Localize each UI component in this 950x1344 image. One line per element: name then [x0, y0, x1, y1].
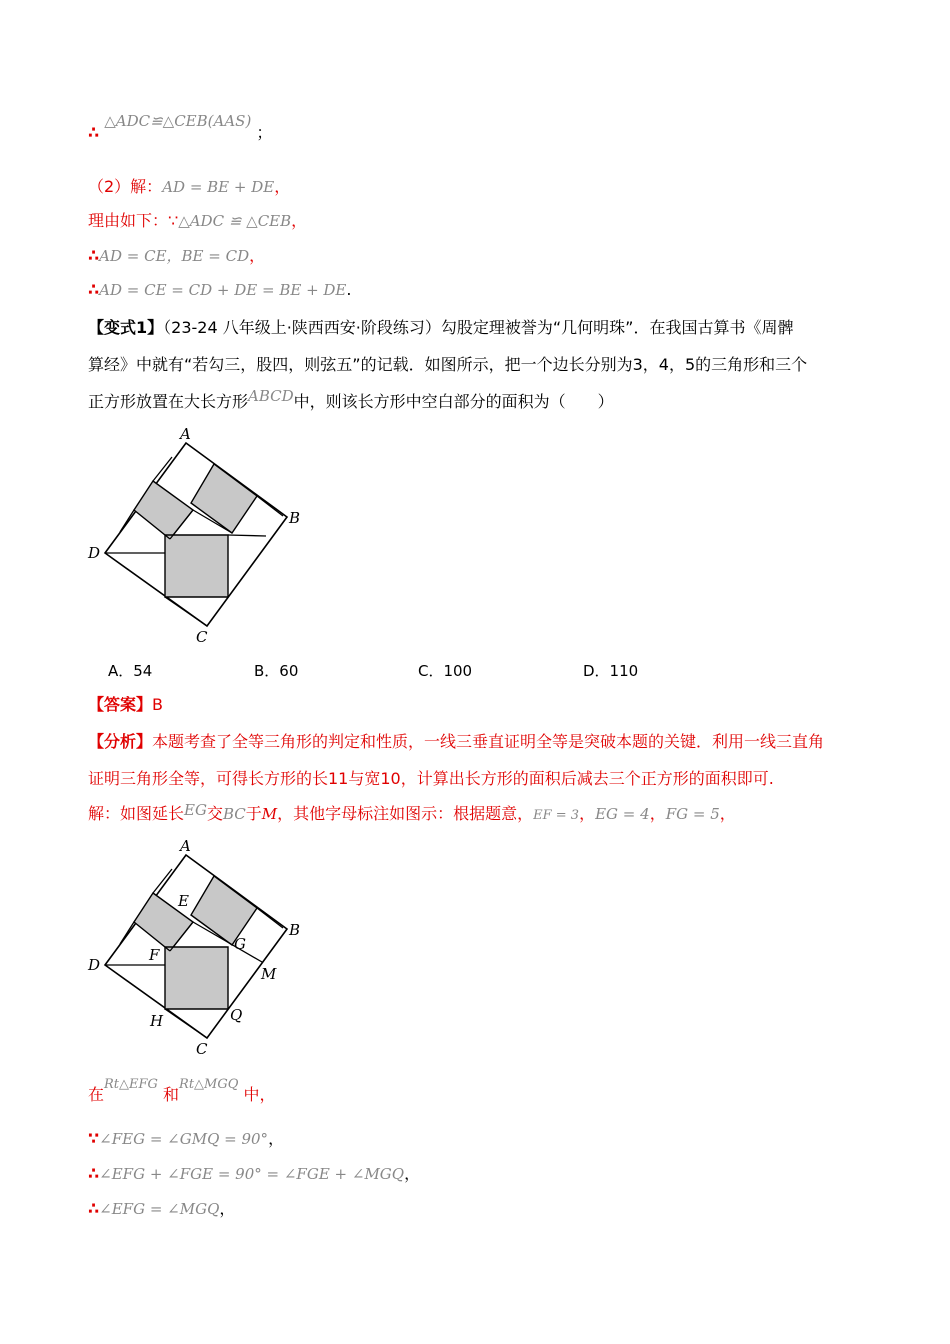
math-expression: ABCD: [248, 387, 294, 405]
solution-text: ，: [579, 804, 596, 823]
therefore-symbol: ∴: [88, 1164, 100, 1183]
vertex-label-c: C: [196, 1040, 208, 1058]
problem-text: （23-24 八年级上·陕西西安·阶段练习）勾股定理被誉为“几何明珠”．在我国古算书《周髀: [163, 318, 794, 337]
point-label-e: E: [178, 892, 189, 910]
figure-1: [80, 420, 320, 650]
proof-line-4: [88, 245, 265, 267]
guide-line: [257, 496, 283, 516]
solution-text: ，: [649, 804, 666, 823]
punctuation: ，: [249, 246, 266, 265]
vertex-label-c: C: [196, 628, 208, 646]
punctuation: ，: [291, 211, 308, 230]
solution-text: 于: [245, 804, 262, 823]
gray-square-bottom: [165, 947, 228, 1009]
proof-line-2: [88, 176, 290, 198]
solution-text: ，其他字母标注如图示：根据题意，: [277, 804, 534, 823]
problem-text: 正方形放置在大长方形: [88, 392, 249, 411]
punctuation: ，: [268, 1129, 285, 1148]
solution-text: 交: [206, 804, 223, 823]
math-expression: EG = 4: [595, 805, 650, 823]
guide-line: [153, 869, 172, 893]
solution-line-8: [88, 1163, 420, 1185]
guide-line: [257, 908, 283, 928]
math-expression: AD = CE = CD + DE = BE + DE: [99, 281, 347, 299]
gray-square-right: [191, 876, 257, 945]
solution-line-9: [88, 1198, 235, 1220]
math-expression: Rt△EFG: [104, 1077, 158, 1092]
solution-text: 在: [88, 1085, 105, 1104]
guide-line: [165, 597, 207, 626]
therefore-symbol: ∴: [88, 280, 100, 299]
answer-value: B: [152, 695, 163, 714]
analysis-line-1: [88, 731, 824, 753]
problem-text: 中，则该长方形中空白部分的面积为（ ）: [293, 392, 614, 411]
problem-text: 算经》中就有“若勾三，股四，则弦五”的记载．如图所示，把一个边长分别为3，4，5的三角形和三个: [88, 355, 808, 374]
point-label-m: M: [261, 965, 277, 983]
point-label-g: G: [234, 935, 246, 953]
problem-line-1: [88, 317, 793, 339]
math-expression: EF = 3: [533, 808, 580, 823]
because-symbol: ∵: [88, 1129, 100, 1148]
option-c: C．100: [418, 662, 473, 680]
math-expression: EG: [184, 801, 207, 819]
analysis-line-2: [88, 768, 774, 790]
math-expression: AD = CE，BE = CD: [99, 247, 250, 265]
punctuation: ；: [256, 123, 273, 142]
problem-line-3: [88, 387, 614, 413]
punctuation: .: [346, 280, 352, 299]
therefore-symbol: ∴: [88, 1199, 100, 1218]
point-label-q: Q: [230, 1006, 243, 1024]
option-b: B．60: [254, 662, 299, 680]
problem-tag: 【变式1】: [88, 318, 164, 337]
option-d: D．110: [583, 662, 639, 680]
answer-line: [88, 694, 163, 716]
vertex-label-a: A: [180, 425, 191, 443]
vertex-label-b: B: [289, 509, 301, 527]
math-expression: △ADC≌△CEB(AAS): [104, 112, 252, 130]
solution-text: 解：如图延长: [88, 804, 185, 823]
proof-line-3: [88, 210, 307, 232]
math-expression: Rt△MGQ: [179, 1077, 239, 1092]
punctuation: ，: [274, 177, 291, 196]
proof-line-1: [88, 112, 273, 144]
problem-line-2: [88, 354, 807, 376]
solution-line-7: [88, 1128, 284, 1150]
guide-line: [153, 457, 172, 481]
part-label: （2）解：: [88, 177, 163, 196]
math-expression: FG = 5: [665, 805, 720, 823]
guide-line: [120, 922, 134, 944]
point-m: M: [261, 805, 278, 823]
math-expression: ∠EFG = ∠MGQ: [99, 1200, 220, 1218]
solution-line: [88, 803, 736, 827]
guide-line: [120, 510, 134, 532]
punctuation: ，: [219, 1199, 236, 1218]
vertex-label-d: D: [88, 956, 101, 974]
solution-line-6: [88, 1077, 276, 1108]
solution-text: 和: [163, 1085, 180, 1104]
guide-line: [165, 1009, 207, 1038]
gray-square-left: [134, 481, 193, 539]
solution-text: 中，: [243, 1085, 276, 1104]
math-expression: ∠FEG = ∠GMQ = 90°: [99, 1130, 269, 1148]
analysis-tag: 【分析】: [88, 732, 153, 751]
answer-tag: 【答案】: [88, 695, 153, 714]
option-a: A．54: [108, 662, 153, 680]
therefore-symbol: ∴: [88, 123, 100, 142]
figure-2: [80, 832, 320, 1062]
analysis-text: 本题考查了全等三角形的判定和性质，一线三垂直证明全等是突破本题的关键．利用一线三直角: [152, 732, 825, 751]
vertex-label-a: A: [180, 837, 191, 855]
math-expression: △ADC ≌ △CEB: [178, 212, 292, 230]
gray-square-right: [191, 464, 257, 533]
analysis-text: 证明三角形全等，可得长方形的长11与宽10，计算出长方形的面积后减去三个正方形的面积即可.: [88, 769, 774, 788]
vertex-label-d: D: [88, 544, 101, 562]
point-label-f: F: [149, 946, 160, 964]
solution-text: ，: [719, 804, 736, 823]
therefore-symbol: ∴: [88, 246, 100, 265]
math-expression: ∠EFG + ∠FGE = 90° = ∠FGE + ∠MGQ: [99, 1165, 405, 1183]
math-expression: AD = BE + DE: [162, 178, 275, 196]
vertex-label-b: B: [289, 921, 301, 939]
proof-line-5: [88, 279, 351, 301]
point-label-h: H: [150, 1012, 164, 1030]
guide-line: [228, 535, 266, 536]
reason-lead: 理由如下：∵: [88, 211, 179, 230]
gray-square-bottom: [165, 535, 228, 597]
punctuation: ，: [404, 1164, 421, 1183]
math-expression: BC: [222, 805, 246, 823]
